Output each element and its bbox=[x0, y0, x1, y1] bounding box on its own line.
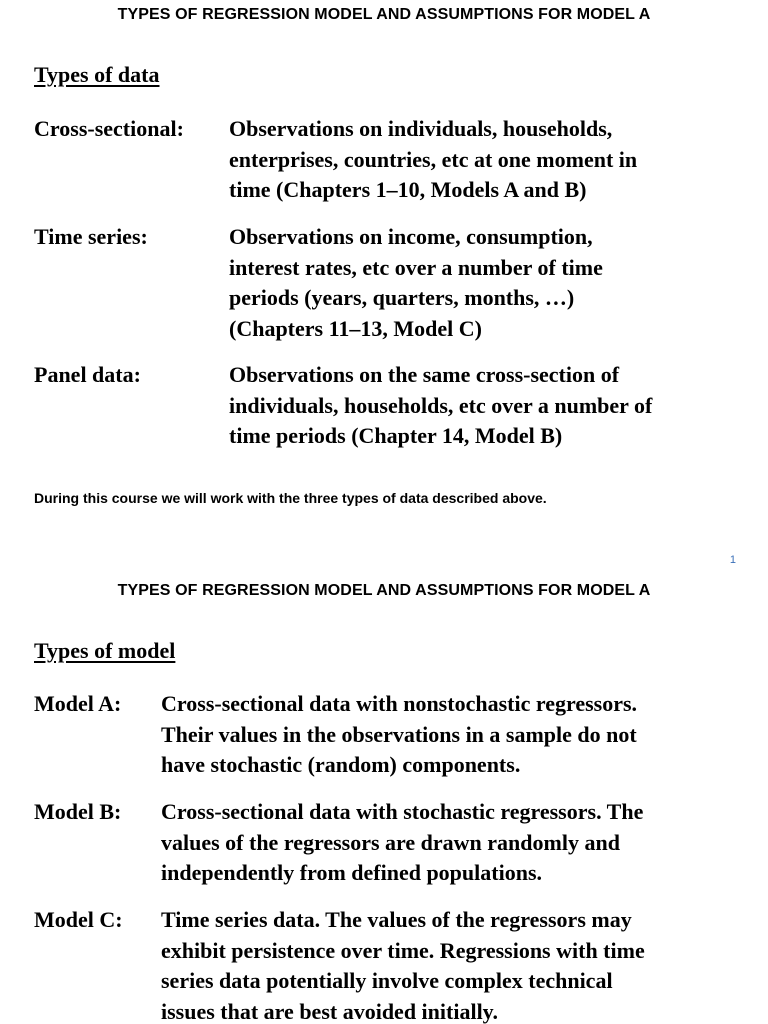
description-line: enterprises, countries, etc at one moment in bbox=[229, 146, 638, 172]
description-line: series data potentially involve complex technical bbox=[161, 968, 613, 993]
page-number: 1 bbox=[729, 554, 736, 566]
definition-term: Time series: bbox=[34, 224, 148, 249]
definition-time-series bbox=[34, 222, 748, 344]
description-line: Observations on individuals, households, bbox=[229, 116, 613, 141]
description-line: Observations on income, consumption, bbox=[229, 224, 593, 249]
slide-header: TYPES OF REGRESSION MODEL AND ASSUMPTIONS FOR MODEL A bbox=[117, 582, 651, 599]
description-line: Their values in the observations in a sample do not bbox=[161, 721, 637, 747]
definition-description bbox=[161, 797, 748, 889]
description-line: time periods (Chapter 14, Model B) bbox=[229, 423, 563, 448]
description-line: (Chapters 11–13, Model C) bbox=[229, 315, 482, 341]
definition-term: Model A: bbox=[34, 691, 122, 716]
description-line: time (Chapters 1–10, Models A and B) bbox=[229, 177, 587, 202]
definition-description bbox=[161, 689, 748, 781]
description-line: have stochastic (random) components. bbox=[161, 752, 521, 777]
description-line: Cross-sectional data with nonstochastic regressors. bbox=[161, 691, 638, 716]
definition-cross-sectional bbox=[34, 114, 748, 206]
definition-description bbox=[229, 114, 748, 206]
description-line: Time series data. The values of the regressors may bbox=[161, 907, 632, 932]
definition-model-a bbox=[34, 689, 748, 781]
definition-model-c bbox=[34, 905, 748, 1024]
definition-model-b bbox=[34, 797, 748, 889]
description-line: issues that are best avoided initially. bbox=[161, 998, 498, 1024]
definition-term: Panel data: bbox=[34, 362, 141, 387]
definition-term: Model C: bbox=[34, 907, 123, 932]
definition-panel-data bbox=[34, 360, 748, 452]
description-line: values of the regressors are drawn randomly and bbox=[161, 829, 620, 855]
definition-term: Cross-sectional: bbox=[34, 116, 184, 141]
definition-description bbox=[229, 360, 748, 452]
slide-types-of-model bbox=[0, 576, 768, 1024]
description-line: independently from defined populations. bbox=[161, 860, 543, 885]
section-heading: Types of model bbox=[34, 638, 176, 663]
description-line: Observations on the same cross-section of bbox=[229, 362, 620, 387]
description-line: Cross-sectional data with stochastic regressors. The bbox=[161, 799, 644, 824]
speaker-note: During this course we will work with the three types of data described above. bbox=[34, 490, 547, 506]
description-line: exhibit persistence over time. Regressions with time bbox=[161, 937, 645, 963]
definition-description bbox=[229, 222, 748, 344]
section-heading: Types of data bbox=[34, 62, 160, 87]
slide-header: TYPES OF REGRESSION MODEL AND ASSUMPTIONS FOR MODEL A bbox=[117, 6, 651, 23]
description-line: interest rates, etc over a number of time bbox=[229, 254, 603, 280]
description-line: periods (years, quarters, months, …) bbox=[229, 285, 575, 310]
description-line: individuals, households, etc over a number of bbox=[229, 392, 653, 418]
definition-description bbox=[161, 905, 748, 1024]
definition-term: Model B: bbox=[34, 799, 122, 824]
